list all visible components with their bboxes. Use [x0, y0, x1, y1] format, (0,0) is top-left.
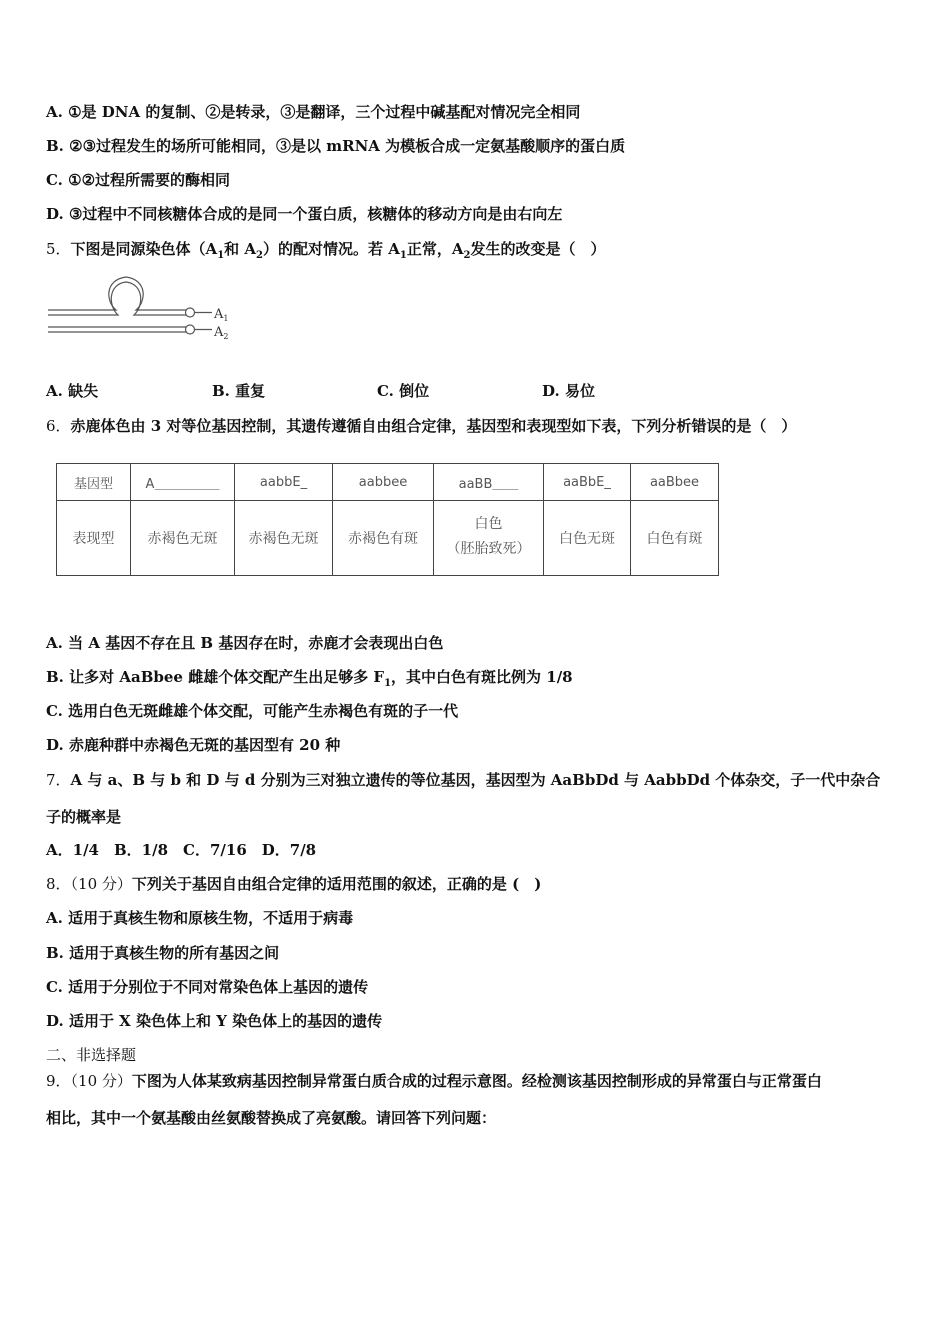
q8-option-d: D. 适用于 X 染色体上和 Y 染色体上的基因的遗传	[46, 1012, 383, 1030]
table-cell: 白色 （胚胎致死）	[434, 501, 544, 576]
q5-option-d: D. 易位	[542, 382, 595, 400]
q4-option-a: A. ①是 DNA 的复制、②是转录，③是翻译，三个过程中碱基配对情况完全相同	[46, 103, 581, 121]
q5-option-b: B. 重复	[212, 382, 266, 400]
q6-option-b: B. 让多对 AaBbee 雌雄个体交配产生出足够多 $F_1$，其中白色有斑比例为 1/8	[46, 668, 573, 689]
table-cell: aaBB＿＿	[434, 464, 544, 501]
q7-stem-line1: 7．A 与 a、B 与 b 和 D 与 d 分别为三对独立遗传的等位基因，基因型为 AaBbDd 与 AabbDd 个体杂交，子一代中杂合	[46, 771, 881, 789]
q4-option-c: C. ①②过程所需要的酶相同	[46, 171, 231, 189]
q5-stem: 5．下图是同源染色体（$A_1$和 $A_2$）的配对情况。若 $A_1$正常，$A_2$发生的改变是（ ）	[46, 240, 606, 261]
q6-option-a: A. 当 A 基因不存在且 B 基因存在时，赤鹿才会表现出白色	[46, 634, 444, 652]
table-header-genotype: 基因型	[57, 464, 131, 501]
table-cell: aabbee	[333, 464, 434, 501]
figure-label-a1: $A_1$	[214, 307, 229, 323]
q6-stem: 6．赤鹿体色由 3 对等位基因控制，其遗传遵循自由组合定律，基因型和表现型如下表，下列分析错误的是（ ）	[46, 417, 797, 435]
table-cell: 赤褐色无斑	[131, 501, 235, 576]
q7-options: A．1/4 B．1/8 C．7/16 D．7/8	[46, 841, 317, 859]
q4-option-d: D. ③过程中不同核糖体合成的是同一个蛋白质，核糖体的移动方向是由右向左	[46, 205, 563, 223]
table-cell: aabbE_	[235, 464, 333, 501]
table-cell: 白色有斑	[631, 501, 719, 576]
q6-option-c: C. 选用白色无斑雌雄个体交配，可能产生赤褐色有斑的子一代	[46, 702, 459, 720]
q5-option-c: C. 倒位	[377, 382, 430, 400]
q8-option-b: B. 适用于真核生物的所有基因之间	[46, 944, 280, 962]
q8-stem: 8．（10 分）下列关于基因自由组合定律的适用范围的叙述，正确的是 ( )	[46, 875, 542, 893]
q6-option-d: D. 赤鹿种群中赤褐色无斑的基因型有 20 种	[46, 736, 341, 754]
q8-option-a: A. 适用于真核生物和原核生物，不适用于病毒	[46, 909, 354, 927]
chromosome-pairing-figure	[46, 272, 246, 350]
table-cell: A＿＿＿＿＿	[131, 464, 235, 501]
q8-option-c: C. 适用于分别位于不同对常染色体上基因的遗传	[46, 978, 369, 996]
q5-options	[46, 381, 846, 401]
section-heading: 二、非选择题	[46, 1046, 137, 1064]
table-cell: aaBbE_	[544, 464, 631, 501]
q5-option-a: A. 缺失	[46, 382, 99, 400]
table-header-phenotype: 表现型	[57, 501, 131, 576]
genotype-phenotype-table	[56, 463, 719, 576]
figure-label-a2: $A_2$	[214, 325, 229, 341]
table-cell: 赤褐色无斑	[235, 501, 333, 576]
q7-stem-line2: 子的概率是	[46, 808, 122, 826]
table-cell: aaBbee	[631, 464, 719, 501]
q4-option-b: B. ②③过程发生的场所可能相同，③是以 mRNA 为模板合成一定氨基酸顺序的蛋白质	[46, 137, 626, 155]
table-cell: 白色无斑	[544, 501, 631, 576]
q9-stem-line1: 9．（10 分）下图为人体某致病基因控制异常蛋白质合成的过程示意图。经检测该基因控制形成的异常蛋白与正常蛋白	[46, 1072, 822, 1090]
table-cell: 赤褐色有斑	[333, 501, 434, 576]
q9-stem-line2: 相比，其中一个氨基酸由丝氨酸替换成了亮氨酸。请回答下列问题：	[46, 1109, 497, 1127]
